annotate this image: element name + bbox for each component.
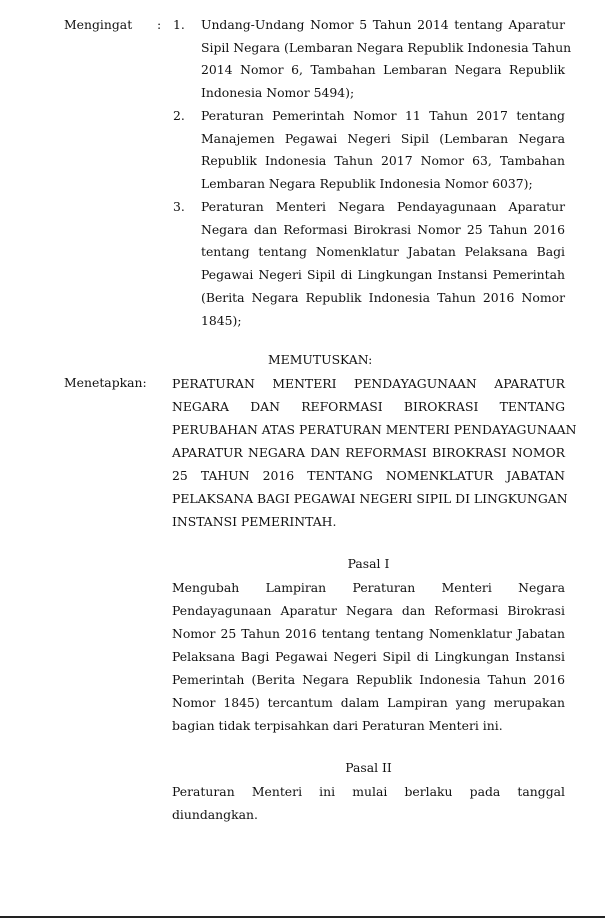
text-line: (Berita Negara Republik Indonesia Tahun 2016 Nomor <box>201 289 565 305</box>
mengingat-item-1-number: 1. <box>173 17 185 32</box>
menetapkan-label: Menetapkan: <box>64 375 147 390</box>
text-line: Indonesia Nomor 5494); <box>201 85 355 101</box>
text-line: 2014 Nomor 6, Tambahan Lembaran Negara Republik <box>201 62 565 78</box>
text-line: Pendayagunaan Aparatur Negara dan Reformasi Birokrasi <box>172 603 565 618</box>
mengingat-item-3-text <box>201 196 565 332</box>
text-line: Lembaran Negara Republik Indonesia Nomor 6037); <box>201 176 533 192</box>
text-line: 1845); <box>201 312 242 328</box>
text-line: 25 TAHUN 2016 TENTANG NOMENKLATUR JABATAN <box>172 468 565 483</box>
pasal-1-heading: Pasal I <box>347 556 390 571</box>
text-line: Peraturan Pemerintah Nomor 11 Tahun 2017 tentang <box>201 108 565 123</box>
text-line: tentang tentang Nomenklatur Jabatan Pelaksana Bagi <box>201 244 565 260</box>
pasal-2-text <box>172 780 565 826</box>
text-line: bagian tidak terpisahkan dari Peraturan Menteri ini. <box>172 718 503 733</box>
text-line: PERUBAHAN ATAS PERATURAN MENTERI PENDAYAGUNAAN <box>172 422 577 437</box>
text-line: Mengubah Lampiran Peraturan Menteri Negara <box>172 580 565 595</box>
mengingat-item-2-number: 2. <box>173 108 185 123</box>
text-line: Sipil Negara (Lembaran Negara Republik Indonesia Tahun <box>201 39 572 55</box>
text-line: Undang-Undang Nomor 5 Tahun 2014 tentang Aparatur <box>201 17 565 32</box>
text-line: Republik Indonesia Tahun 2017 Nomor 63, Tambahan <box>201 153 565 169</box>
memutuskan-heading: MEMUTUSKAN: <box>268 352 373 367</box>
menetapkan-text <box>172 372 577 533</box>
text-line: Pelaksana Bagi Pegawai Negeri Sipil di Lingkungan Instansi <box>172 649 565 664</box>
mengingat-item-2-text <box>201 105 565 196</box>
page-bottom-divider <box>0 916 605 918</box>
text-line: Nomor 25 Tahun 2016 tentang tentang Nomenklatur Jabatan <box>172 626 565 641</box>
text-line: Pemerintah (Berita Negara Republik Indonesia Tahun 2016 <box>172 672 565 687</box>
text-line: NEGARA DAN REFORMASI BIROKRASI TENTANG <box>172 399 565 414</box>
text-line: Pegawai Negeri Sipil di Lingkungan Instansi Pemerintah <box>201 267 565 283</box>
text-line: INSTANSI PEMERINTAH. <box>172 514 337 529</box>
text-line: Peraturan Menteri ini mulai berlaku pada tanggal <box>172 784 565 799</box>
text-line: Manajemen Pegawai Negeri Sipil (Lembaran Negara <box>201 130 565 146</box>
mengingat-label: Mengingat <box>64 17 133 32</box>
text-line: PELAKSANA BAGI PEGAWAI NEGERI SIPIL DI LINGKUNGAN <box>172 491 568 506</box>
mengingat-item-1-text <box>201 14 572 105</box>
pasal-1-text <box>172 576 565 737</box>
text-line: APARATUR NEGARA DAN REFORMASI BIROKRASI NOMOR <box>172 445 565 460</box>
text-line: diundangkan. <box>172 807 258 822</box>
text-line: Peraturan Menteri Negara Pendayagunaan Aparatur <box>201 199 565 214</box>
text-line: Negara dan Reformasi Birokrasi Nomor 25 Tahun 2016 <box>201 221 565 237</box>
pasal-2-heading: Pasal II <box>345 760 392 775</box>
text-line: Nomor 1845) tercantum dalam Lampiran yang merupakan <box>172 695 565 710</box>
mengingat-colon: : <box>157 17 162 32</box>
text-line: PERATURAN MENTERI PENDAYAGUNAAN APARATUR <box>172 376 565 391</box>
mengingat-item-3-number: 3. <box>173 199 185 214</box>
